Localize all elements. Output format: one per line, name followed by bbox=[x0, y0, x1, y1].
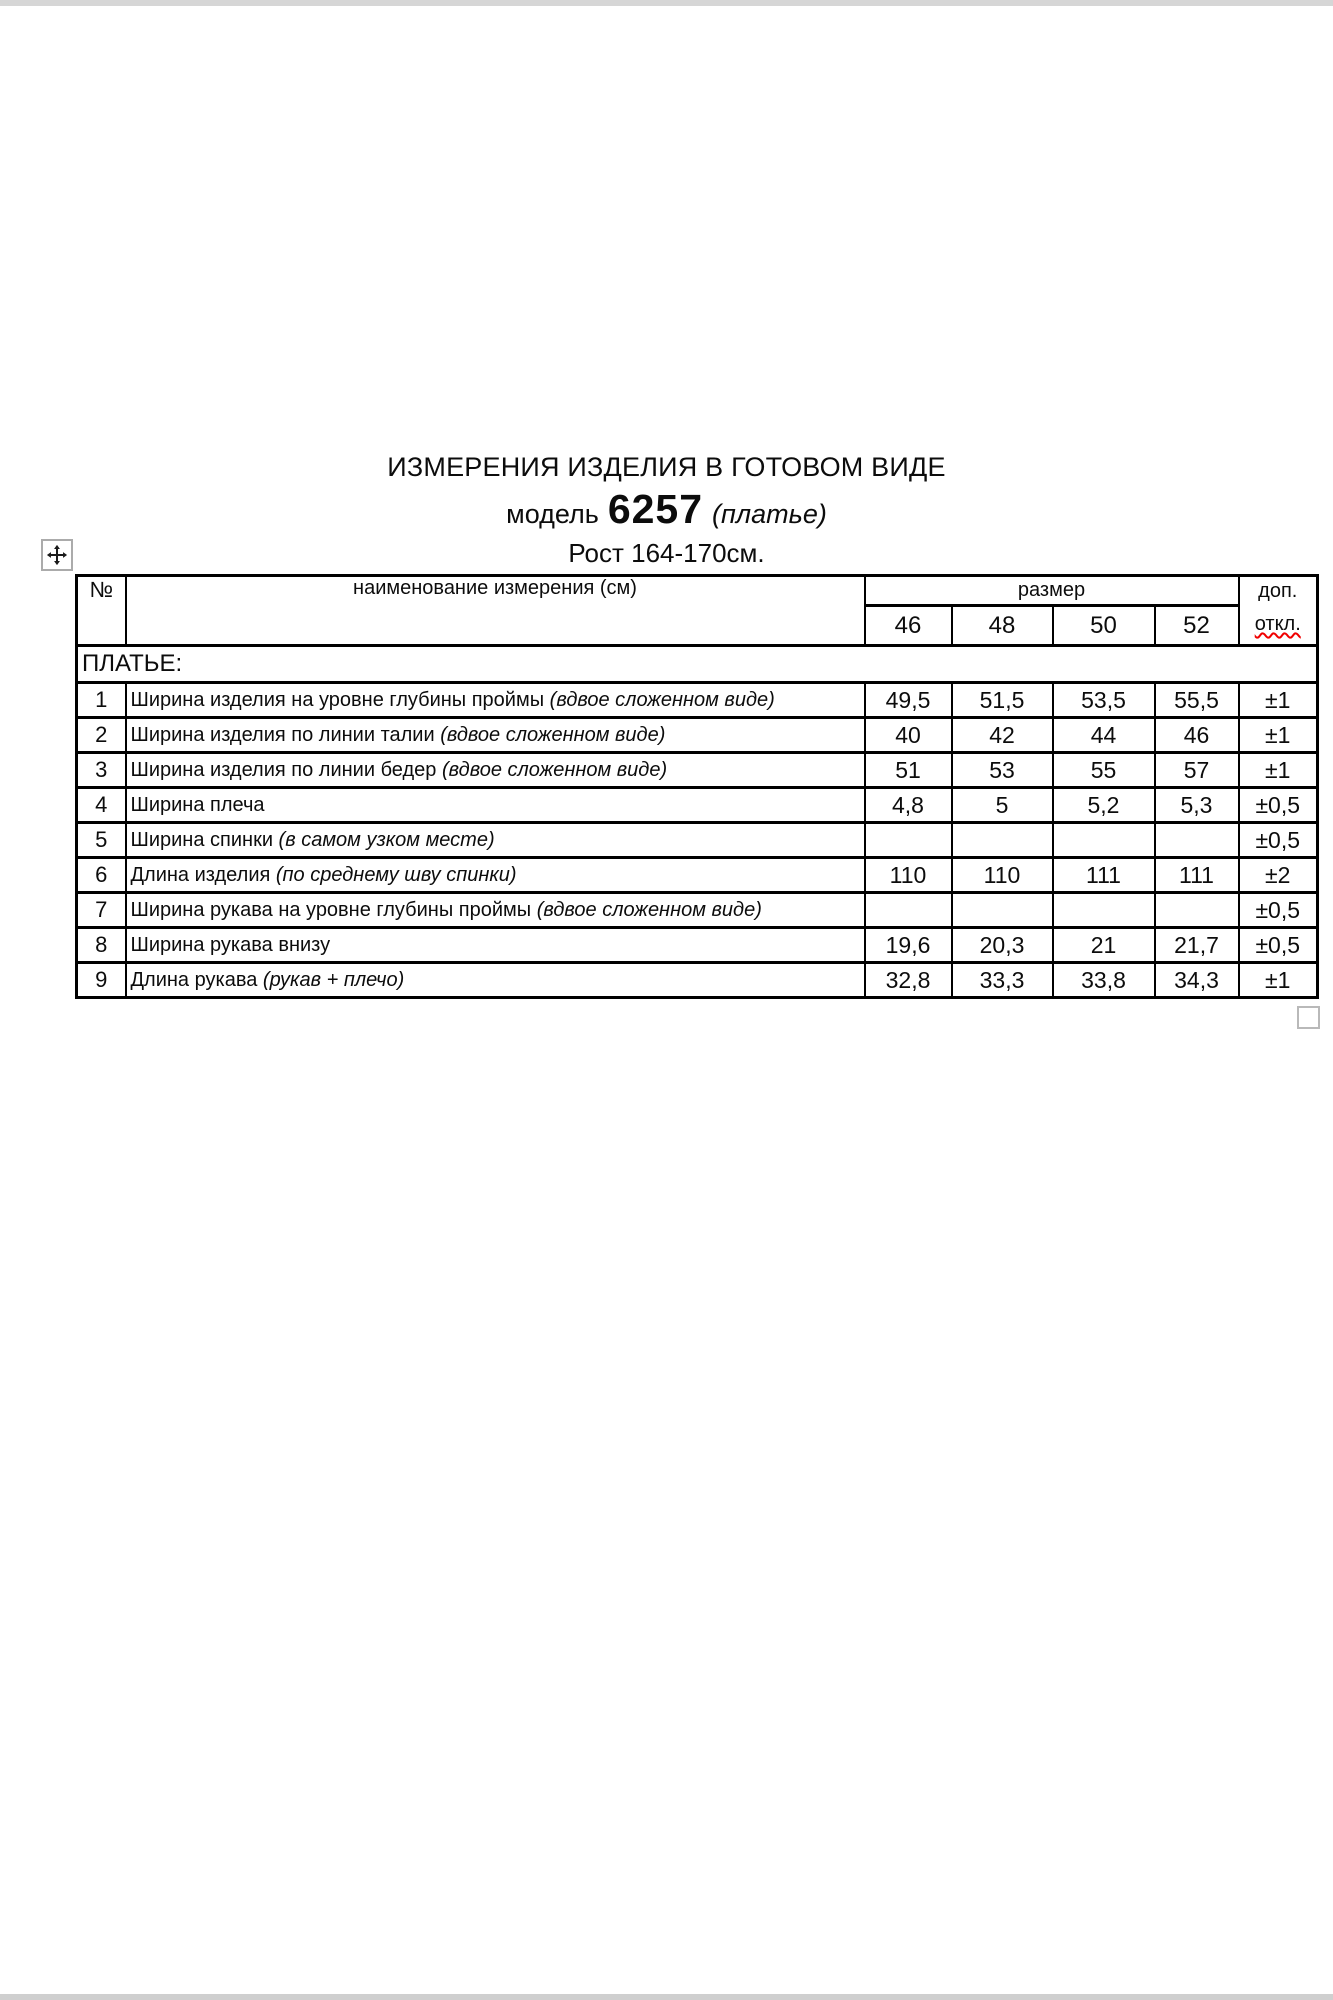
measurement-row bbox=[77, 718, 1318, 753]
measurement-note: (вдвое сложенном виде) bbox=[436, 758, 668, 781]
size-value-cell: 49,5 bbox=[865, 683, 952, 718]
model-label: модель bbox=[506, 499, 599, 529]
table-body bbox=[77, 646, 1318, 998]
row-number-cell: 5 bbox=[77, 823, 126, 858]
size-value-cell bbox=[865, 823, 952, 858]
measurement-name-cell bbox=[126, 928, 865, 963]
col-header-size-group: размер bbox=[865, 576, 1239, 606]
size-value-cell bbox=[865, 893, 952, 928]
measurement-name: Ширина спинки bbox=[130, 828, 273, 851]
measurement-name-cell bbox=[126, 718, 865, 753]
col-header-size-46: 46 bbox=[865, 606, 952, 646]
tolerance-label-line1: доп. bbox=[1258, 580, 1298, 602]
measurement-name: Ширина изделия на уровне глубины проймы bbox=[130, 688, 545, 711]
screenshot-bottom-edge bbox=[0, 1994, 1333, 2000]
measurement-row bbox=[77, 893, 1318, 928]
model-line bbox=[0, 486, 1333, 533]
measurement-name: Длина рукава bbox=[130, 968, 258, 991]
measurement-note: (рукав + плечо) bbox=[257, 968, 405, 991]
screenshot-top-edge bbox=[0, 0, 1333, 6]
measurement-row bbox=[77, 823, 1318, 858]
measurement-name: Ширина плеча bbox=[130, 793, 265, 816]
row-number-cell: 1 bbox=[77, 683, 126, 718]
row-number-cell: 4 bbox=[77, 788, 126, 823]
measurement-name: Ширина рукава на уровне глубины проймы bbox=[130, 898, 532, 921]
size-value-cell: 53 bbox=[952, 753, 1053, 788]
size-value-cell: 53,5 bbox=[1053, 683, 1155, 718]
size-value-cell: 19,6 bbox=[865, 928, 952, 963]
row-number-cell: 8 bbox=[77, 928, 126, 963]
col-header-size-48: 48 bbox=[952, 606, 1053, 646]
size-value-cell: 5 bbox=[952, 788, 1053, 823]
size-value-cell: 110 bbox=[952, 858, 1053, 893]
measurement-name: Длина изделия bbox=[130, 863, 271, 886]
measurement-name-cell bbox=[126, 823, 865, 858]
size-value-cell: 33,3 bbox=[952, 963, 1053, 998]
measurement-name: Ширина изделия по линии талии bbox=[130, 723, 435, 746]
measurement-name-cell bbox=[126, 858, 865, 893]
size-value-cell: 33,8 bbox=[1053, 963, 1155, 998]
table-move-handle[interactable] bbox=[41, 539, 73, 571]
header-row-top bbox=[77, 576, 1318, 606]
tolerance-cell: ±0,5 bbox=[1239, 788, 1318, 823]
row-number-cell: 2 bbox=[77, 718, 126, 753]
tolerance-cell: ±1 bbox=[1239, 718, 1318, 753]
tolerance-cell: ±1 bbox=[1239, 683, 1318, 718]
size-value-cell: 32,8 bbox=[865, 963, 952, 998]
measurement-name-cell bbox=[126, 788, 865, 823]
size-value-cell: 21 bbox=[1053, 928, 1155, 963]
measurement-row bbox=[77, 753, 1318, 788]
size-value-cell: 21,7 bbox=[1155, 928, 1239, 963]
row-number-cell: 7 bbox=[77, 893, 126, 928]
measurement-row bbox=[77, 788, 1318, 823]
size-value-cell: 55,5 bbox=[1155, 683, 1239, 718]
size-value-cell: 57 bbox=[1155, 753, 1239, 788]
size-value-cell: 5,3 bbox=[1155, 788, 1239, 823]
tolerance-cell: ±2 bbox=[1239, 858, 1318, 893]
tolerance-cell: ±0,5 bbox=[1239, 928, 1318, 963]
model-type: (платье) bbox=[712, 499, 827, 529]
measurement-note: (вдвое сложенном виде) bbox=[531, 898, 762, 921]
size-value-cell: 40 bbox=[865, 718, 952, 753]
size-value-cell: 4,8 bbox=[865, 788, 952, 823]
measurement-name-cell bbox=[126, 753, 865, 788]
size-value-cell: 51,5 bbox=[952, 683, 1053, 718]
section-row bbox=[77, 646, 1318, 683]
row-number-cell: 3 bbox=[77, 753, 126, 788]
measurement-note: (вдвое сложенном виде) bbox=[544, 688, 775, 711]
tolerance-label-line2: откл. bbox=[1254, 613, 1301, 635]
measurement-note: (вдвое сложенном виде) bbox=[434, 723, 666, 746]
size-value-cell: 111 bbox=[1053, 858, 1155, 893]
measurement-name: Ширина рукава внизу bbox=[130, 933, 331, 956]
col-header-size-52: 52 bbox=[1155, 606, 1239, 646]
size-value-cell: 5,2 bbox=[1053, 788, 1155, 823]
measurement-note: (по среднему шву спинки) bbox=[270, 863, 517, 886]
table-resize-handle[interactable] bbox=[1297, 1006, 1320, 1029]
measurement-row bbox=[77, 963, 1318, 998]
measurement-name: Ширина изделия по линии бедер bbox=[130, 758, 437, 781]
measurement-name-cell bbox=[126, 683, 865, 718]
measurement-row bbox=[77, 928, 1318, 963]
size-value-cell: 44 bbox=[1053, 718, 1155, 753]
size-value-cell bbox=[952, 893, 1053, 928]
col-header-number: № bbox=[77, 576, 126, 646]
height-range: Рост 164-170см. bbox=[568, 538, 765, 568]
size-value-cell bbox=[1155, 893, 1239, 928]
measurements-table bbox=[75, 574, 1319, 999]
size-value-cell: 111 bbox=[1155, 858, 1239, 893]
measurement-name-cell bbox=[126, 893, 865, 928]
tolerance-cell: ±1 bbox=[1239, 963, 1318, 998]
size-value-cell: 42 bbox=[952, 718, 1053, 753]
model-number: 6257 bbox=[607, 486, 704, 532]
measurement-note: (в самом узком месте) bbox=[273, 828, 495, 851]
measurement-name-cell bbox=[126, 963, 865, 998]
tolerance-cell: ±1 bbox=[1239, 753, 1318, 788]
row-number-cell: 9 bbox=[77, 963, 126, 998]
size-value-cell: 51 bbox=[865, 753, 952, 788]
row-number-cell: 6 bbox=[77, 858, 126, 893]
move-cross-icon bbox=[46, 544, 68, 566]
measurement-row bbox=[77, 683, 1318, 718]
size-value-cell: 34,3 bbox=[1155, 963, 1239, 998]
measurement-row bbox=[77, 858, 1318, 893]
size-value-cell: 46 bbox=[1155, 718, 1239, 753]
size-value-cell: 55 bbox=[1053, 753, 1155, 788]
size-value-cell: 20,3 bbox=[952, 928, 1053, 963]
size-value-cell bbox=[1155, 823, 1239, 858]
col-header-tolerance bbox=[1239, 576, 1318, 646]
size-value-cell bbox=[952, 823, 1053, 858]
section-label: ПЛАТЬЕ: bbox=[77, 646, 1318, 683]
col-header-name: наименование измерения (см) bbox=[126, 576, 865, 646]
size-value-cell: 110 bbox=[865, 858, 952, 893]
size-value-cell bbox=[1053, 893, 1155, 928]
tolerance-cell: ±0,5 bbox=[1239, 893, 1318, 928]
col-header-size-50: 50 bbox=[1053, 606, 1155, 646]
page-title: ИЗМЕРЕНИЯ ИЗДЕЛИЯ В ГОТОВОМ ВИДЕ bbox=[387, 452, 946, 482]
tolerance-cell: ±0,5 bbox=[1239, 823, 1318, 858]
size-value-cell bbox=[1053, 823, 1155, 858]
